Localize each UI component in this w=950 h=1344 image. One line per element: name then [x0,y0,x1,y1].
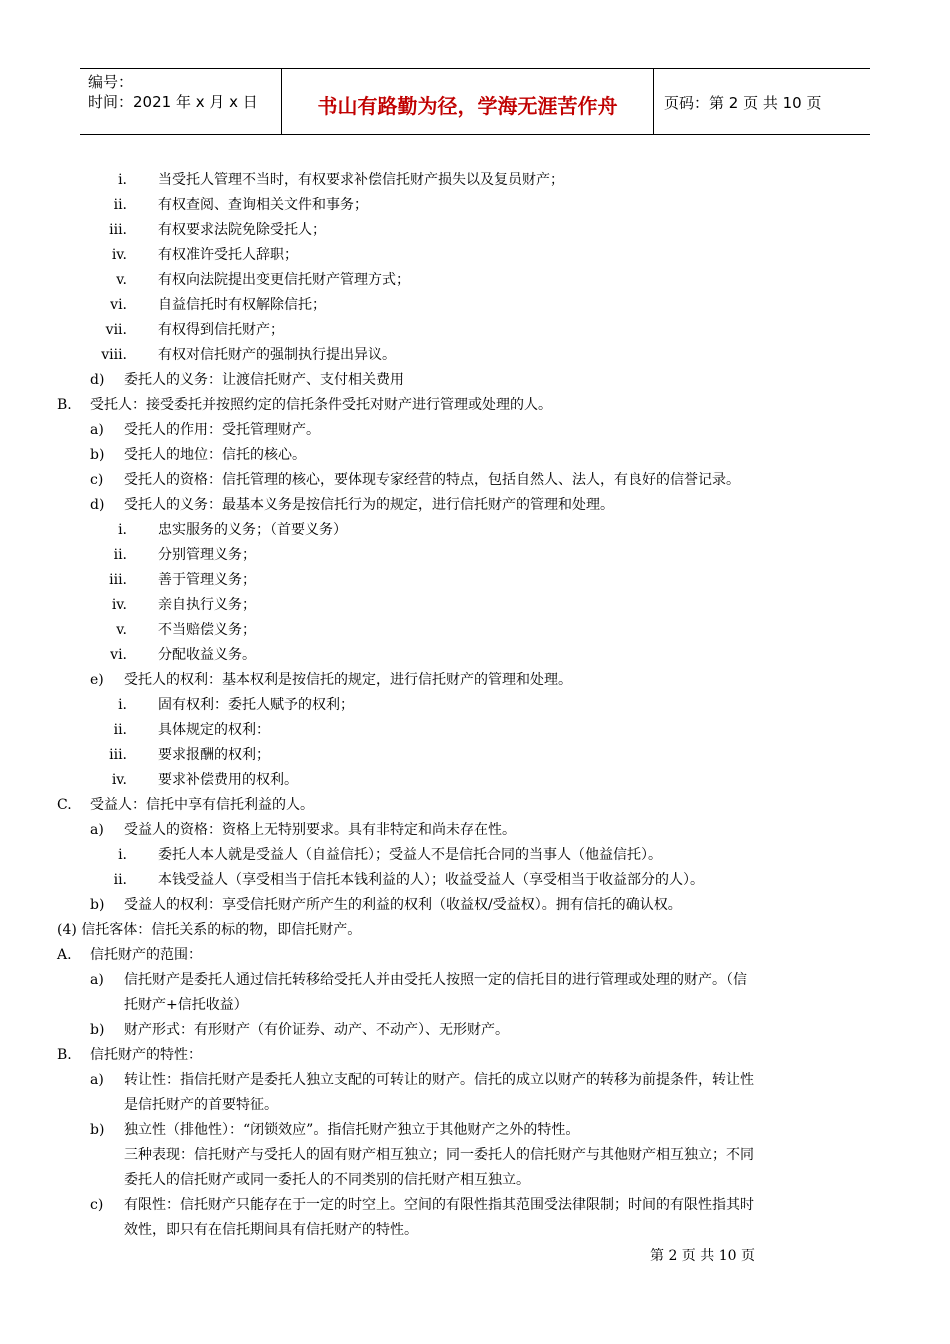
text-line [0,1018,950,1043]
text-line [0,818,950,843]
list-marker: viii. [101,347,127,363]
text-line [0,518,950,543]
text-line [0,668,950,693]
text-line [0,318,950,343]
text-line [0,768,950,793]
list-marker: iv. [111,597,127,613]
line-text: 是信托财产的首要特征。 [124,1097,278,1113]
line-text: 自益信托时有权解除信托； [158,297,326,313]
text-line [0,1118,950,1143]
line-text: 受益人：信托中享有信托利益的人。 [90,797,314,813]
list-marker: d) [90,372,105,388]
line-text: 分别管理义务； [158,547,256,563]
list-marker: ii. [113,547,127,563]
list-marker: b) [90,1022,105,1038]
text-line [0,593,950,618]
line-text: 委托人的义务：让渡信托财产、支付相关费用 [124,372,404,388]
line-text: 有权要求法院免除受托人； [158,222,326,238]
line-text: 固有权利：委托人赋予的权利； [158,697,354,713]
line-text: 亲自执行义务； [158,597,256,613]
line-text: 受托人的权利：基本权利是按信托的规定，进行信托财产的管理和处理。 [124,672,572,688]
list-marker: B. [57,1047,72,1063]
list-marker: i. [118,522,127,538]
text-line [0,168,950,193]
text-line [0,693,950,718]
line-text: 不当赔偿义务； [158,622,256,638]
header-page-label: 页码：第 2 页 共 10 页 [664,94,822,112]
list-marker: vi. [110,297,127,313]
list-marker: iv. [111,772,127,788]
list-marker: c) [90,1197,104,1213]
list-marker: a) [90,1072,104,1088]
line-text: 财产形式：有形财产（有价证券、动产、不动产）、无形财产。 [124,1022,509,1038]
line-text: 要求补偿费用的权利。 [158,772,298,788]
text-line [0,743,950,768]
list-marker: c) [90,472,104,488]
line-text: 有权准许受托人辞职； [158,247,298,263]
line-text: 受益人的权利：享受信托财产所产生的利益的权利（收益权/受益权）。拥有信托的确认权。 [124,897,682,913]
list-marker: iv. [111,247,127,263]
list-marker: iii. [109,222,127,238]
line-text: 受托人的资格：信托管理的核心，要体现专家经营的特点，包括自然人、法人，有良好的信誉记录。 [124,472,740,488]
text-line [0,943,950,968]
line-text: 有权对信托财产的强制执行提出异议。 [158,347,396,363]
list-marker: C. [57,797,72,813]
list-marker: v. [116,272,127,288]
text-line [0,1143,950,1168]
text-line [0,968,950,993]
line-text: 独立性（排他性）：“闭锁效应”。指信托财产独立于其他财产之外的特性。 [124,1122,580,1138]
list-marker: vii. [105,322,127,338]
list-marker: iii. [109,572,127,588]
text-line [0,918,950,943]
text-line [0,1068,950,1093]
list-marker: ii. [113,197,127,213]
line-text: 本钱受益人（享受相当于信托本钱利益的人）；收益受益人（享受相当于收益部分的人）。 [158,872,704,888]
list-marker: i. [118,172,127,188]
text-line [0,1043,950,1068]
line-text: 忠实服务的义务；（首要义务） [158,522,347,538]
line-text: (4) 信托客体：信托关系的标的物，即信托财产。 [57,922,362,938]
line-text: 信托财产的特性： [90,1047,202,1063]
list-marker: b) [90,447,105,463]
document-body [0,168,950,1243]
line-text: 委托人本人就是受益人（自益信托）；受益人不是信托合同的当事人（他益信托）。 [158,847,662,863]
text-line [0,868,950,893]
text-line [0,243,950,268]
list-marker: ii. [113,722,127,738]
line-text: 受托人的义务：最基本义务是按信托行为的规定，进行信托财产的管理和处理。 [124,497,614,513]
page-header [80,68,870,135]
line-text: 受托人：接受委托并按照约定的信托条件受托对财产进行管理或处理的人。 [90,397,552,413]
text-line [0,718,950,743]
header-time-label: 时间：2021 年 x 月 x 日 [88,93,258,111]
list-marker: ii. [113,872,127,888]
text-line [0,993,950,1018]
line-text: 有限性：信托财产只能存在于一定的时空上。空间的有限性指其范围受法律限制；时间的有限性指其时 [124,1197,754,1213]
list-marker: a) [90,422,104,438]
list-marker: B. [57,397,72,413]
line-text: 转让性：指信托财产是委托人独立支配的可转让的财产。信托的成立以财产的转移为前提条件，转让性 [124,1072,754,1088]
text-line [0,368,950,393]
text-line [0,568,950,593]
header-number-label: 编号： [88,73,134,91]
text-line [0,393,950,418]
list-marker: b) [90,897,105,913]
list-marker: i. [118,847,127,863]
text-line [0,1218,950,1243]
text-line [0,1193,950,1218]
text-line [0,418,950,443]
line-text: 有权得到信托财产； [158,322,284,338]
page-footer: 第 2 页 共 10 页 [650,1248,755,1264]
list-marker: iii. [109,747,127,763]
list-marker: i. [118,697,127,713]
line-text: 有权向法院提出变更信托财产管理方式； [158,272,410,288]
list-marker: A. [57,947,72,963]
line-text: 信托财产的范围： [90,947,202,963]
text-line [0,268,950,293]
text-line [0,793,950,818]
line-text: 委托人的信托财产或同一委托人的不同类别的信托财产相互独立。 [124,1172,530,1188]
list-marker: v. [116,622,127,638]
text-line [0,343,950,368]
line-text: 受益人的资格：资格上无特别要求。具有非特定和尚未存在性。 [124,822,516,838]
line-text: 善于管理义务； [158,572,256,588]
text-line [0,618,950,643]
text-line [0,293,950,318]
header-motto: 书山有路勤为径，学海无涯苦作舟 [282,69,654,134]
header-info-cell [80,69,282,134]
line-text: 分配收益义务。 [158,647,256,663]
text-line [0,1093,950,1118]
text-line [0,643,950,668]
line-text: 要求报酬的权利； [158,747,270,763]
list-marker: a) [90,972,104,988]
text-line [0,193,950,218]
list-marker: e) [90,672,104,688]
text-line [0,893,950,918]
text-line [0,493,950,518]
text-line [0,843,950,868]
line-text: 受托人的地位：信托的核心。 [124,447,306,463]
line-text: 三种表现：信托财产与受托人的固有财产相互独立；同一委托人的信托财产与其他财产相互独立；不同 [124,1147,754,1163]
text-line [0,1168,950,1193]
list-marker: a) [90,822,104,838]
list-marker: d) [90,497,105,513]
text-line [0,218,950,243]
list-marker: vi. [110,647,127,663]
line-text: 受托人的作用：受托管理财产。 [124,422,320,438]
text-line [0,443,950,468]
line-text: 具体规定的权利： [158,722,270,738]
text-line [0,468,950,493]
line-text: 效性，即只有在信托期间具有信托财产的特性。 [124,1222,418,1238]
text-line [0,543,950,568]
line-text: 托财产+信托收益） [124,997,248,1013]
line-text: 有权查阅、查询相关文件和事务； [158,197,368,213]
list-marker: b) [90,1122,105,1138]
line-text: 当受托人管理不当时，有权要求补偿信托财产损失以及复员财产； [158,172,564,188]
line-text: 信托财产是委托人通过信托转移给受托人并由受托人按照一定的信托目的进行管理或处理的财产。（信 [124,972,747,988]
